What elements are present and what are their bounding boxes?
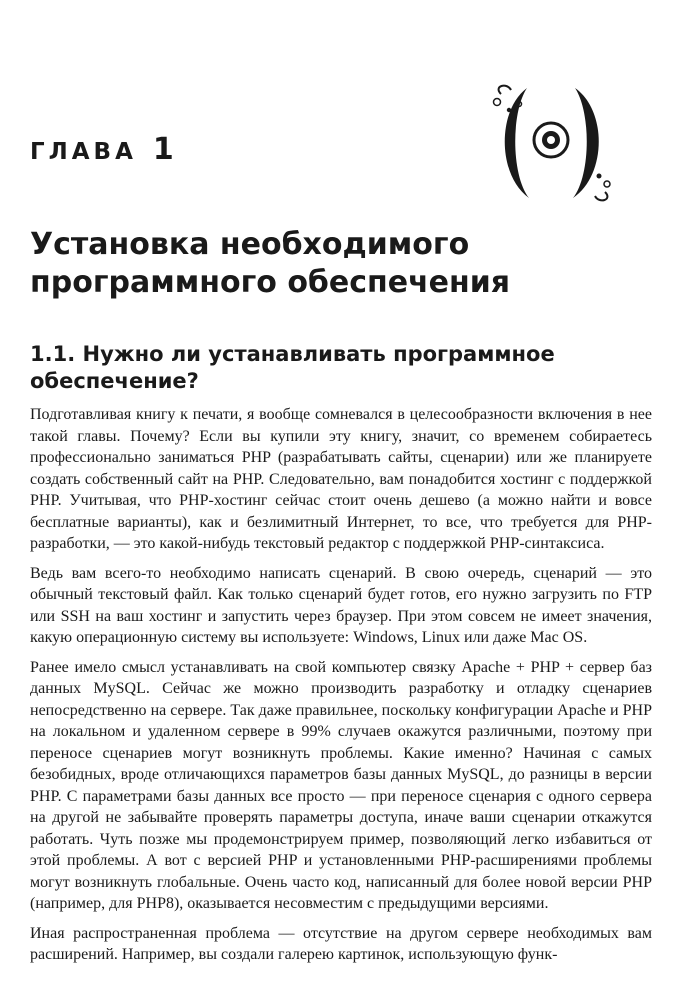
chapter-emblem-icon xyxy=(487,80,617,205)
body-text xyxy=(30,404,652,994)
paragraph: Ранее имело смысл устанавливать на свой компьютер связку Apache + PHP + сервер баз данных MySQL. Сейчас же можно производить разработку и отладку сценариев непосредственно на сервере. Так даже правильнее, поскольку конфигурации Apache и PHP на локальном и удаленном сервере в 99% случаев окажутся различными, поэтому при переносе сценариев могут возникнуть проблемы. Какие именно? Начиная с самых безобидных, вроде отличающихся параметров базы данных MySQL, до разницы в версии PHP. С параметрами базы данных все просто — при переносе сценария с одного сервера на другой не забывайте проверять параметры доступа, иначе ваши сценарии откажутся работать. Чуть позже мы продемонстрируем пример, позволяющий легко избавиться от этой проблемы. А вот с версией PHP и установленными PHP-расширениями проблемы могут возникнуть глобальные. Очень часто код, написанный для более новой версии PHP (например, для PHP8), оказывается несовместим с предыдущими версиями. xyxy=(30,658,652,912)
section-title: 1.1. Нужно ли устанавливать программное обеспечение? xyxy=(30,342,555,393)
paragraph: Ведь вам всего-то необходимо написать сценарий. В свою очередь, сценарий — это обычный текстовый файл. Как только сценарий будет готов, его нужно загрузить по FTP или SSH на ваш хостинг и запустить через браузер. При этом совсем не имеет значения, какую операционную систему вы используете: Windows, Linux или даже Mac OS. xyxy=(30,564,652,646)
chapter-label-text: ГЛАВА xyxy=(30,139,137,165)
paragraph: Иная распространенная проблема — отсутствие на другом сервере необходимых вам расширений. Например, вы создали галерею картинок, использующую функ- xyxy=(30,924,652,963)
chapter-number: 1 xyxy=(152,132,174,167)
chapter-title: Установка необходимого программного обеспечения xyxy=(30,227,511,300)
paragraph: Подготавливая книгу к печати, я вообще сомневался в целесообразности включения в нее такой главы. Почему? Если вы купили эту книгу, значит, со временем собираетесь профессионально заниматься PHP (разрабатывать сайты, сценарии) или же планируете создать собственный сайт на PHP. Следовательно, вам понадобится хостинг с поддержкой PHP. Учитывая, что PHP-хостинг сейчас стоит очень дешево (а можно найти и вовсе бесплатные варианты), как и безлимитный Интернет, то все, что требуется для PHP-разработки, — это какой-нибудь текстовый редактор с поддержкой PHP-синтаксиса. xyxy=(30,406,652,552)
chapter-label xyxy=(30,132,174,167)
